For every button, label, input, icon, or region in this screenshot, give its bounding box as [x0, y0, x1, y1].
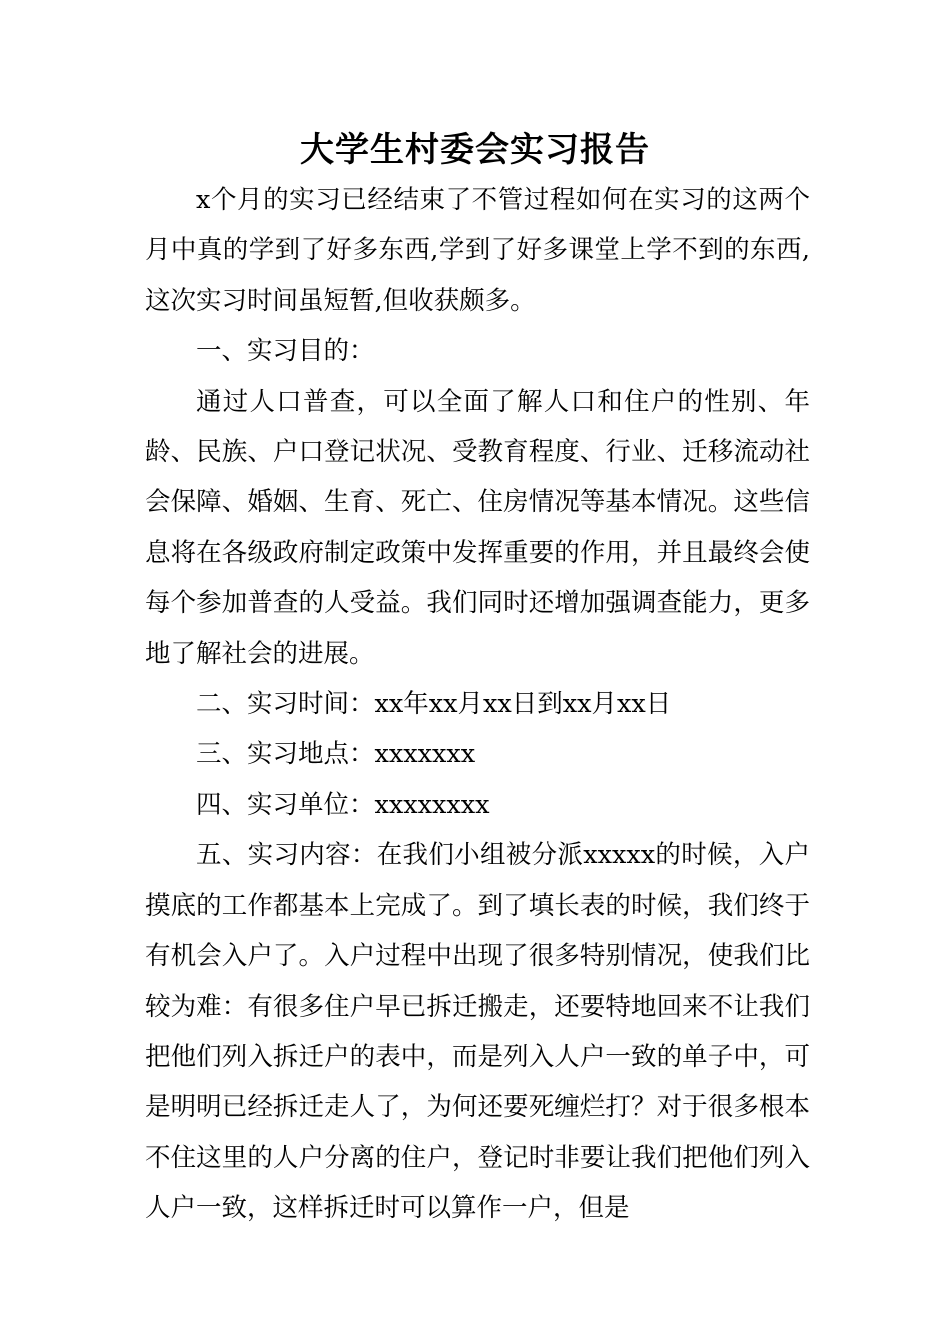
document-body — [145, 175, 810, 1234]
paragraph-section-1-heading: 一、实习目的： — [196, 336, 375, 367]
paragraph-section-1-body: 通过人口普查，可以全面了解人口和住户的性别、年龄、民族、户口登记状况、受教育程度、行业、迁移流动社会保障、婚姻、生育、死亡、住房情况等基本情况。这些信息将在各级政府制定政策中发挥重要的作用，并且最终会使每个参加普查的人受益。我们同时还增加强调查能力，更多地了解社会的进展。 — [145, 386, 810, 669]
paragraph-section-5: 五、实习内容：在我们小组被分派xxxxx的时候，入户摸底的工作都基本上完成了。到了填长表的时候，我们终于有机会入户了。入户过程中出现了很多特别情况，使我们比较为难：有很多住户早已拆迁搬走，还要特地回来不让我们把他们列入拆迁户的表中，而是列入人户一致的单子中，可是明明已经拆迁走人了，为何还要死缠烂打？对于很多根本不住这里的人户分离的住户，登记时非要让我们把他们列入人户一致，这样拆迁时可以算作一户，但是 — [145, 840, 810, 1224]
paragraph-section-4: 四、实习单位：xxxxxxxx — [196, 789, 490, 820]
paragraph-intro: x个月的实习已经结束了不管过程如何在实习的这两个月中真的学到了好多东西,学到了好多课堂上学不到的东西,这次实习时间虽短暂,但收获颇多。 — [145, 185, 810, 316]
paragraph-section-2: 二、实习时间：xx年xx月xx日到xx月xx日 — [196, 689, 672, 720]
paragraph-section-3: 三、实习地点：xxxxxxx — [196, 739, 476, 770]
document-title: 大学生村委会实习报告 — [300, 130, 650, 170]
